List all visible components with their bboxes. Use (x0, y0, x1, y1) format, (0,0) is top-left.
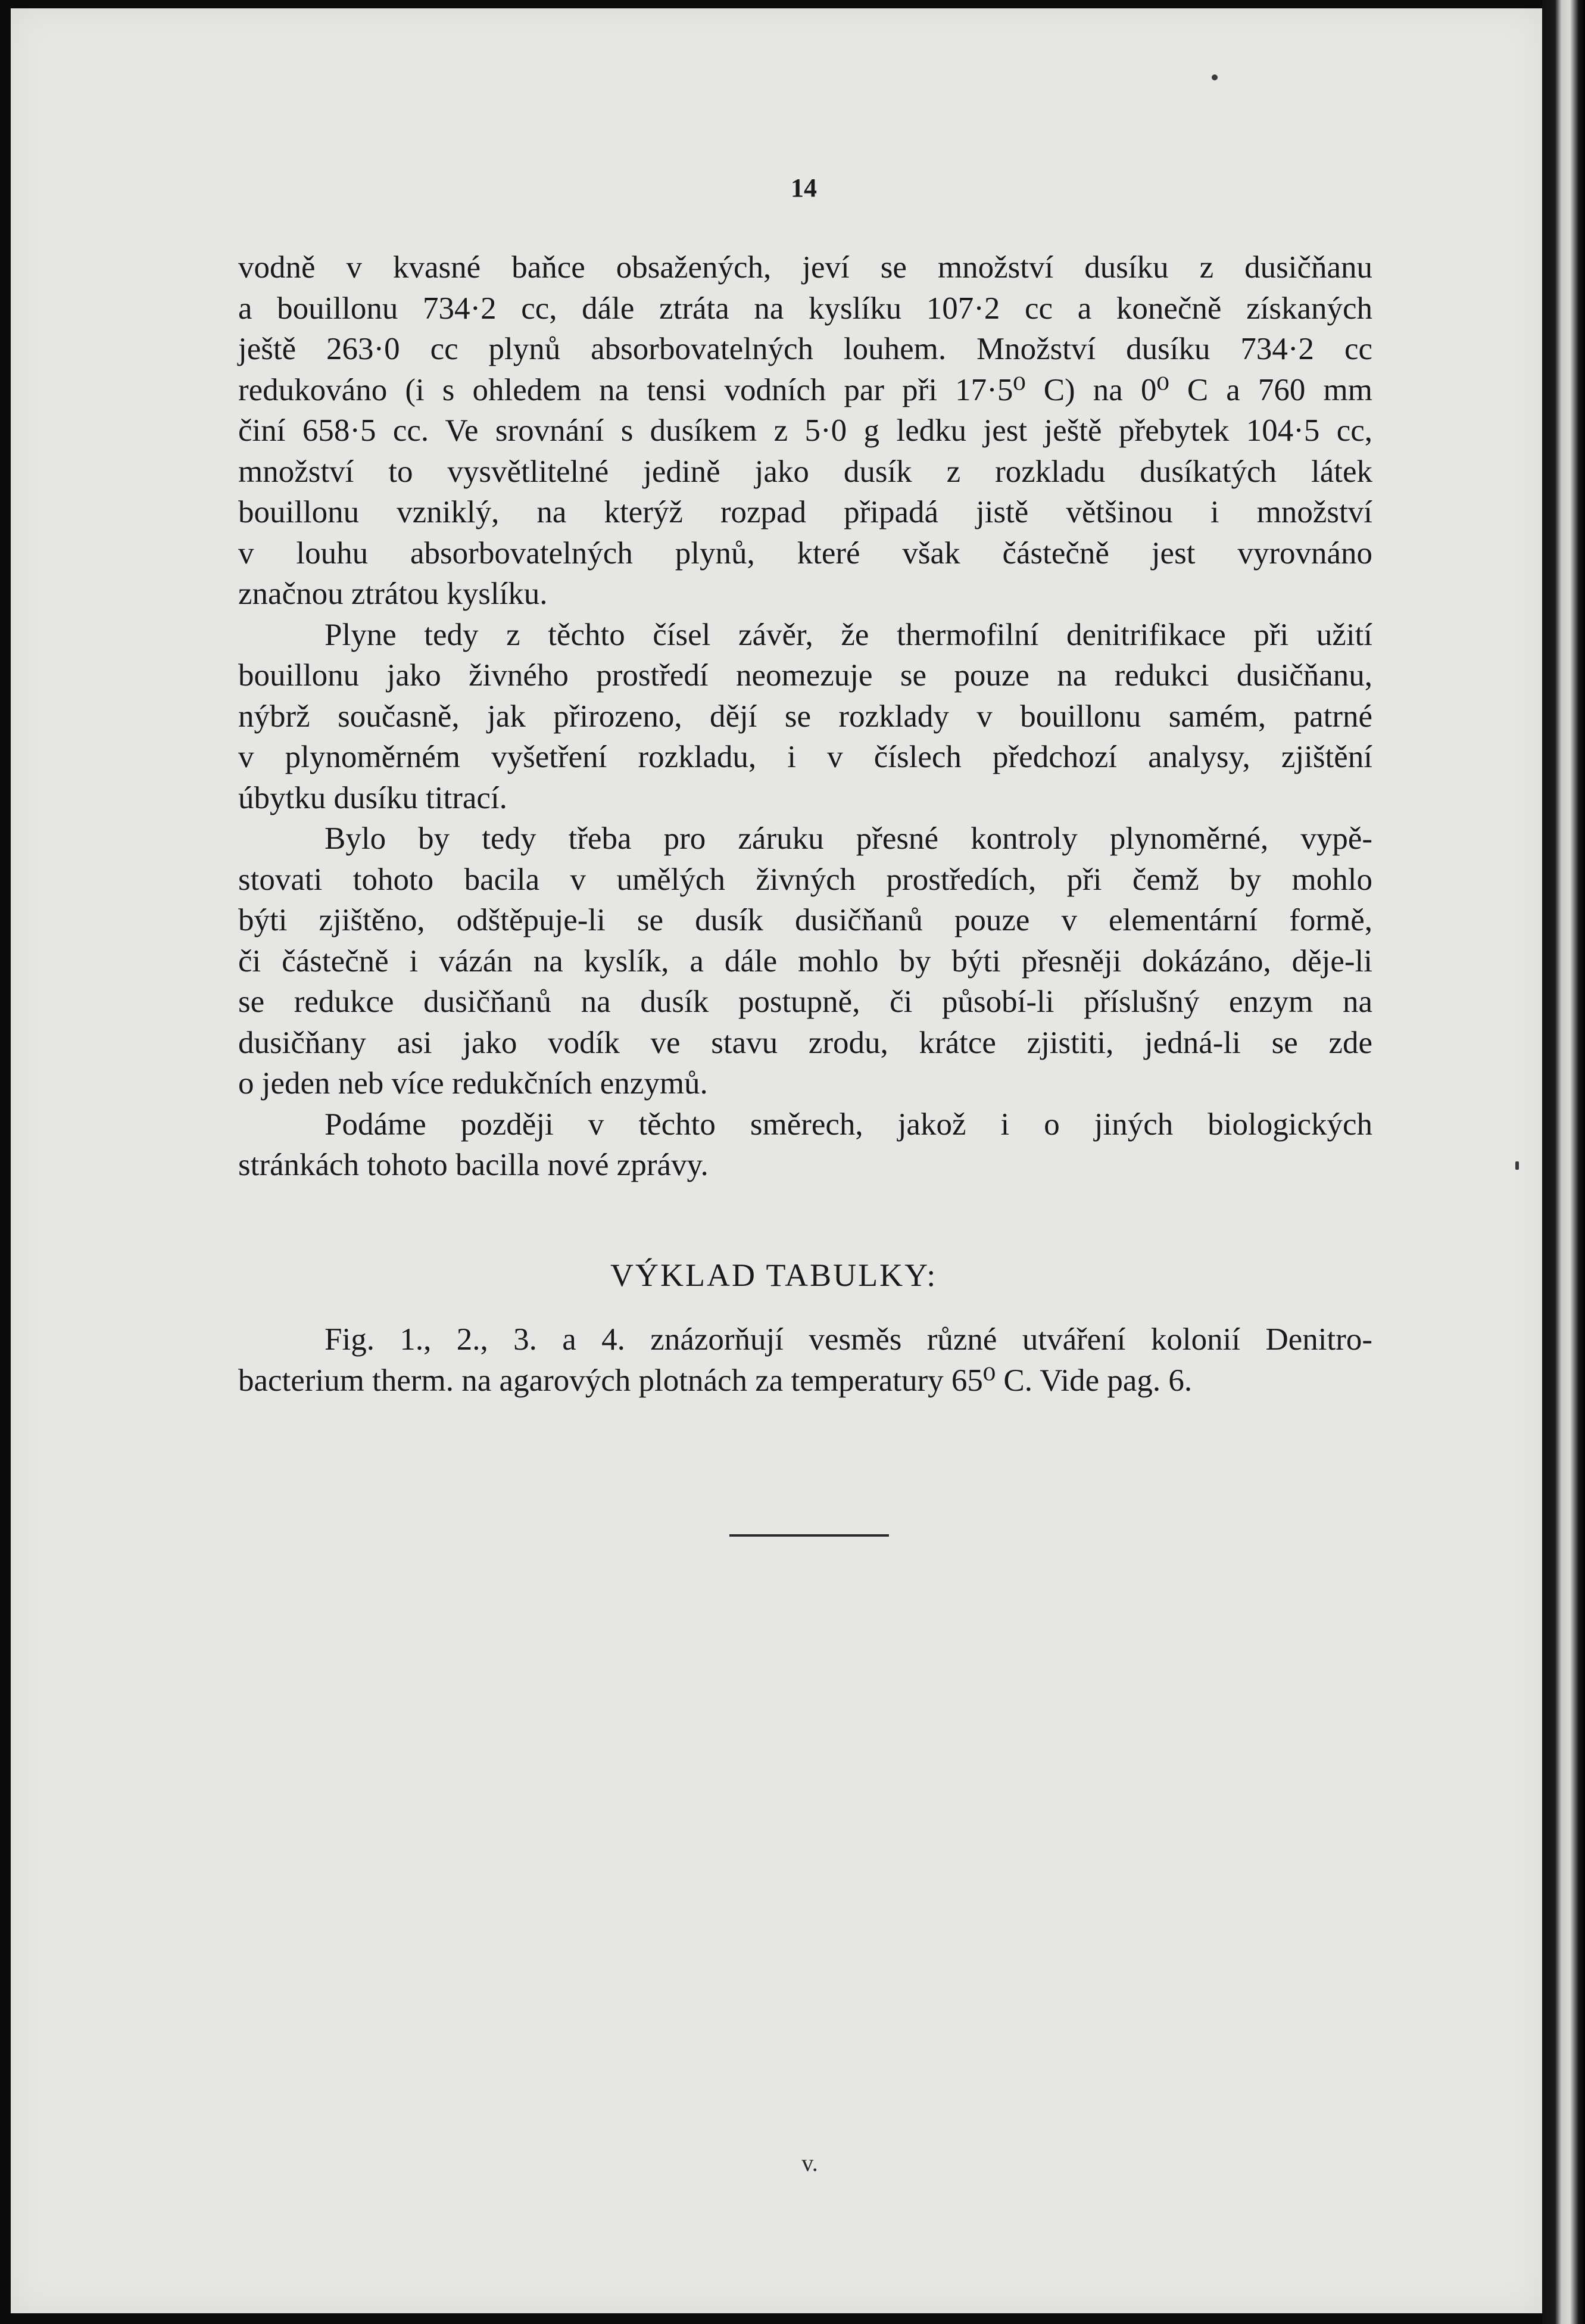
section-heading: VÝKLAD TABULKY: (610, 1257, 938, 1293)
text-line: bouillonu vzniklý, na kterýž rozpad připadá jistě většinou i množství (238, 495, 1372, 529)
speck-top-right (1212, 74, 1218, 80)
text-line: množství to vysvětlitelné jedině jako dusík z rozkladu dusíkatých látek (238, 454, 1372, 489)
text-line: redukováno (i s ohledem na tensi vodních par při 17·5⁰ C) na 0⁰ C a 760 mm (238, 372, 1372, 407)
text-line: činí 658·5 cc. Ve srovnání s dusíkem z 5·0 g ledku jest ještě přebytek 104·5 cc, (238, 413, 1372, 448)
figure-caption (238, 1319, 1372, 1401)
paragraph (238, 247, 1372, 615)
caption-line: Fig. 1., 2., 3. a 4. znázorňují vesměs různé utváření kolonií Denitro- (325, 1322, 1372, 1357)
text-line: se redukce dusičňanů na dusík postupně, či působí-li příslušný enzym na (238, 985, 1372, 1019)
text-line: stovati tohoto bacila v umělých živných prostředích, při čemž by mohlo (238, 862, 1372, 897)
text-line: o jeden neb více redukčních enzymů. (238, 1066, 708, 1101)
footer-mark: v. (801, 2149, 818, 2176)
caption-line: bacterium therm. na agarových plotnách za temperatury 65⁰ C. Vide pag. 6. (238, 1363, 1193, 1398)
text-line: či částečně i vázán na kyslík, a dále mohlo by býti přesněji dokázáno, děje-li (238, 943, 1372, 979)
text-line: v plynoměrném vyšetření rozkladu, i v číslech předchozí analysy, zjištění (238, 740, 1372, 774)
text-line: bouillonu jako živného prostředí neomezuje se pouze na redukci dusičňanu, (238, 658, 1372, 693)
paragraph (238, 615, 1372, 819)
text-line: značnou ztrátou kyslíku. (238, 577, 548, 611)
text-line: Podáme později v těchto směrech, jakož i o jiných biologických (325, 1107, 1372, 1142)
horizontal-rule (729, 1534, 889, 1537)
text-line: v louhu absorbovatelných plynů, které však částečně jest vyrovnáno (238, 535, 1372, 571)
text-line: býti zjištěno, odštěpuje-li se dusík dusičňanů pouze v elementární formě, (238, 903, 1372, 937)
text-line: stránkách tohoto bacilla nové zprávy. (238, 1148, 709, 1182)
text-line: vodně v kvasné baňce obsažených, jeví se množství dusíku z dusičňanu (238, 250, 1372, 285)
text-line: Plyne tedy z těchto čísel závěr, že thermofilní denitrifikace při užití (325, 617, 1372, 652)
text-line: úbytku dusíku titrací. (238, 780, 507, 815)
text-line: a bouillonu 734·2 cc, dále ztráta na kyslíku 107·2 cc a konečně získaných (238, 291, 1372, 326)
text-line: nýbrž současně, jak přirozeno, dějí se rozklady v bouillonu samém, patrné (238, 699, 1372, 734)
page-number: 14 (791, 173, 817, 203)
body-text (238, 247, 1372, 1186)
text-line: ještě 263·0 cc plynů absorbovatelných louhem. Množství dusíku 734·2 cc (238, 332, 1372, 366)
paragraph (238, 1104, 1372, 1186)
speck-right-margin (1515, 1161, 1519, 1170)
paragraph (238, 818, 1372, 1104)
page-edge-strip (1542, 0, 1585, 2324)
text-line: dusičňany asi jako vodík ve stavu zrodu, krátce zjistiti, jedná-li se zde (238, 1025, 1372, 1060)
text-line: Bylo by tedy třeba pro záruku přesné kontroly plynoměrné, vypě- (325, 821, 1372, 856)
